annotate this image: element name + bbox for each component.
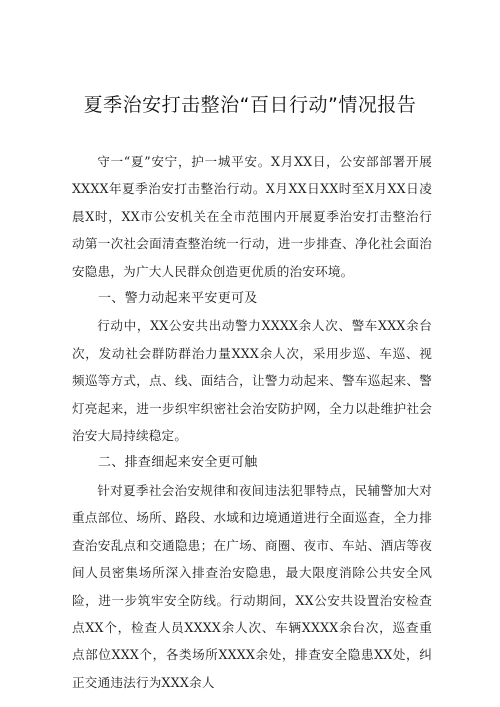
section-paragraph-2: 针对夏季社会治安规律和夜间违法犯罪特点，民辅警加大对重点部位、场所、路段、水域和边境通道进行全面巡查，全力排查治安乱点和交通隐患；在广场、商圈、夜市、车站、酒店等夜间人员密集场所深入排查治安隐患，最大限度消除公共安全风险，进一步筑牢安全防线。行动期间，XX公安共设置治安检查点XX个，检查人员XXXX余人次、车辆XXXX余台次，巡查重点部位XXX个，各类场所XXXX余处，排查安全隐患XX处，纠正交通违法行为XXX余人 bbox=[72, 482, 432, 690]
section-heading-2: 二、排查细起来安全更可触 bbox=[98, 455, 258, 471]
document-body bbox=[72, 148, 432, 696]
intro-paragraph: 守一“夏”安宁，护一城平安。X月XX日，公安部部署开展XXXX年夏季治安打击整治行动。X月XX日XX时至X月XX日凌晨X时，XX市公安机关在全市范围内开展夏季治安打击整治行动第一次社会面清查整治统一行动，进一步排查、净化社会面治安隐患，为广大人民群众创造更优质的治安环境。 bbox=[72, 154, 432, 279]
section-heading-1: 一、警力动起来平安更可及 bbox=[98, 291, 258, 307]
section-paragraph-1: 行动中，XX公安共出动警力XXXX余人次、警车XXX余台次，发动社会群防群治力量XXX余人次，采用步巡、车巡、视频巡等方式，点、线、面结合，让警力动起来、警车巡起来、警灯亮起来，进一步织牢织密社会治安防护网，全力以赴维护社会治安大局持续稳定。 bbox=[72, 318, 432, 444]
document-title: 夏季治安打击整治“百日行动”情况报告 bbox=[83, 94, 417, 116]
